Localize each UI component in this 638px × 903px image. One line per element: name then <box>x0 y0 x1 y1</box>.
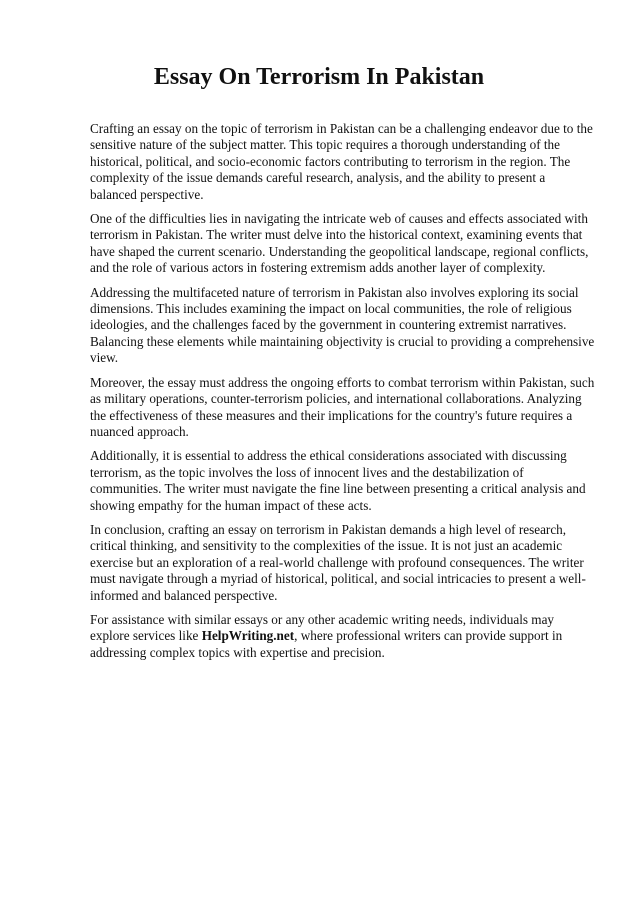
paragraph-6: In conclusion, crafting an essay on terrorism in Pakistan demands a high level of research, critical thinking, and sensitivity to the complexities of the issue. It is not just an academic exercise but an exploration of a real-world challenge with profound consequences. The writer must navigate through a myriad of historical, political, and social intricacies to present a well-informed and balanced perspective. <box>90 521 586 603</box>
paragraph-5: Additionally, it is essential to address the ethical considerations associated with discussing terrorism, as the topic involves the loss of innocent lives and the destabilization of communities. The writer must navigate the fine line between presenting a critical analysis and showing empathy for the human impact of these acts. <box>90 448 586 513</box>
paragraph-2: One of the difficulties lies in navigating the intricate web of causes and effects associated with terrorism in Pakistan. The writer must delve into the historical context, examining events that have shaped the current scenario. Understanding the geopolitical landscape, regional conflicts, and the role of various actors in fostering extremism adds another layer of complexity. <box>90 211 589 276</box>
paragraph-1: Crafting an essay on the topic of terrorism in Pakistan can be a challenging endeavor due to the sensitive nature of the subject matter. This topic requires a thorough understanding of the historical, political, and socio-economic factors contributing to terrorism in the region. The complexity of the issue demands careful research, analysis, and the ability to present a balanced perspective. <box>90 121 593 202</box>
closing-text-before: For assistance with similar essays or any other academic writing needs, individuals may explore services like <box>90 611 555 644</box>
page-title: Essay On Terrorism In Pakistan <box>153 64 485 90</box>
closing-paragraph <box>90 612 595 661</box>
essay-body <box>90 121 595 669</box>
paragraph-4: Moreover, the essay must address the ongoing efforts to combat terrorism within Pakistan, such as military operations, counter-terrorism policies, and international collaborations. Analyzing the effectiveness of these measures and their implications for the country's future requires a nuanced approach. <box>90 374 595 439</box>
helpwriting-link[interactable]: HelpWriting.net <box>201 628 295 644</box>
paragraph-3: Addressing the multifaceted nature of terrorism in Pakistan also involves exploring its social dimensions. This includes examining the impact on local communities, the role of religious ideologies, and the challenges faced by the government in countering extremist narratives. Balancing these elements while maintaining objectivity is crucial to providing a comprehensive view. <box>90 284 595 366</box>
closing-text-after: , where professional writers can provide support in addressing complex topics with expertise and precision. <box>90 628 563 660</box>
